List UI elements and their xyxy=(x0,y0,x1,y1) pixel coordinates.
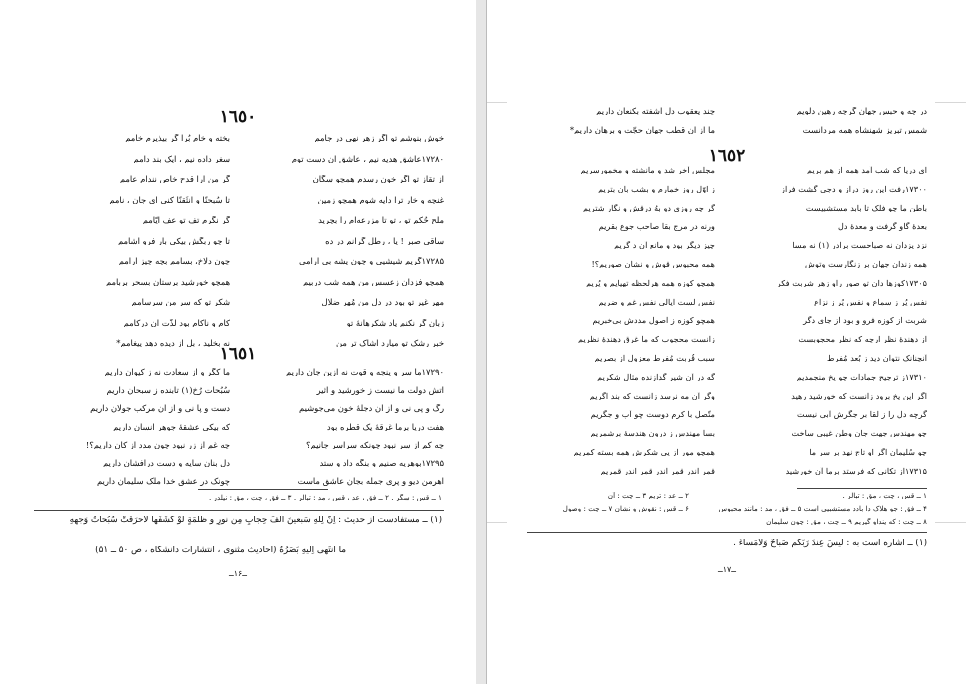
hemistich-right: نفس پُر ز سماع و نفس پُر ز نزاع xyxy=(814,297,927,306)
footnote-hadith-source: ما انتَهی اِلَیهِ بَصَرُهُ (احادیث مثنوی ، انتشارات دانشگاه ، ص ۵۰ ــ ۵۱) xyxy=(95,546,346,555)
hemistich-left: سبب قُربت مُفرط معزول از بصریم xyxy=(594,354,715,363)
hemistich-right: رگ و پی نی و از آن دجلهٔ خون می‌جوشیم xyxy=(299,404,444,413)
footnote-quote-right: (۱) ــ اشاره است به : لَیسَ عِندَ رَبِّکُم صَباحٌ وَلامَساءٌ . xyxy=(733,539,927,548)
hemistich-right: اهرمن دیو و پری جمله بجان عاشق ماست xyxy=(297,477,444,486)
variant-readings-right-1: ۱ ــ قس ، چت ، مق : تبالر . xyxy=(842,492,927,500)
page-edge-mark xyxy=(487,522,507,523)
variant-readings-right-3: ۸ ــ چت : که پنداو گیریم ۹ ــ چت ، مق : چون سلیمان xyxy=(766,518,927,526)
hemistich-left: تا سُبحنًا و اُنثَقنًا کنی ای جان ، نامم xyxy=(109,195,230,204)
hemistich-left: زانست محجوب که ما غرق دهندهٔ نظریم xyxy=(578,335,715,344)
hemistich-left: همه محبوس قوش و نشان صوریم؟! xyxy=(591,260,715,269)
hemistich-left: نفس لست ایالی نفس غم و ضریم xyxy=(598,297,715,306)
hemistich-left: چه غم از زر نبود چون مدد از کان داریم؟! xyxy=(85,440,230,450)
hemistich-right: ۱۷۳۰۵کوزها دان تو صور راو زهر شربت فکر xyxy=(776,278,927,287)
hemistich-right: چه کم از سر نبود چونکه سراسر جانیم؟ xyxy=(306,440,444,450)
hemistich-right: گرچه دل را ز لقا بر جگرش آبی نیست xyxy=(797,410,927,419)
hemistich-left: ما کگر و از سعادت نه ز کیوان داریم xyxy=(104,368,230,377)
hemistich-left: متّصل با کرم دوست چو آب و جگریم xyxy=(590,410,715,419)
variants-rule xyxy=(198,489,328,490)
hemistich-right: ۱۷۲۹۵بوهرپه صنیم و بنگه داد و ستد xyxy=(319,459,444,468)
hemistich-left: چون دلاخ، بسامم بچه چیز آرامم xyxy=(118,257,230,266)
hemistich-right: خوش بنوشم تو اگر زهر نهی در جامم xyxy=(314,134,444,143)
variant-readings-right-2: ۴ ــ فق : جو هلاک دا بادد مستشبیی است ۵ ــ فق ، مد : مانند محبوس xyxy=(718,505,927,513)
hemistich-right: از دهندهٔ نظر ارچه که نظر محجوبست xyxy=(798,335,927,344)
hemistich-right: ملح حُکم تو ، تو تا مزرعه‌ام را بچرید xyxy=(318,216,444,225)
hemistich-left: چونک در عشق خدا ملک سلیمان داریم xyxy=(96,477,230,486)
page-edge-mark xyxy=(935,522,966,523)
hemistich-right: اگر این یخ برود زانست که خورشید رهید xyxy=(791,391,927,400)
hemistich-left: تا چو ربگش بیکی بار فرو آشامم xyxy=(117,236,230,245)
hemistich-left: شکر تو که سر من سرسامم xyxy=(131,298,230,307)
hemistich-left: که بیکی عشقهٔ جوهر انسان داریم xyxy=(113,422,230,431)
hemistich-right: غنچه و خار ترا دایه شوم همچو زمین xyxy=(317,195,444,204)
hemistich-right: ای دریا که شب آمد همه از هم بریم xyxy=(807,166,927,175)
hemistich-right: ساقی صبر ! یا ، رطل گرانم در ده xyxy=(325,236,444,245)
hemistich-left: بسا مهندس ز درون هندسهٔ برشمریم xyxy=(590,429,715,438)
hemistich-left: کام و ناکام بود لذّت آن درکامم xyxy=(123,318,230,327)
hemistich-right: از تقاز تو اگر خون رسدم همچو سگان xyxy=(312,175,444,184)
page-number-left: ــ۱۶ــ xyxy=(229,569,247,578)
hemistich-left: قمر اندر قمر اندر قمر اندر قمریم xyxy=(600,466,715,475)
variant-readings-left-2: ۶ ــ قس : نقوش و نشان ۷ ــ چت : وصول xyxy=(562,505,689,513)
hemistich-right: بعدهٔ گاو گرفت و معدهٔ دل xyxy=(837,222,927,231)
hemistich-right: ۱۷۳۰۰رفت این روز دراز و دجی گشت فراز xyxy=(781,184,927,193)
hemistich-left: ورنه در مرج بقا صاحب جوع بقریم xyxy=(598,222,715,231)
hemistich-right: همه زندان جهان بر زنگارست وتوش xyxy=(805,260,927,269)
hemistich-right: ۱۷۲۸۵گریم شیشیی و چون پشه بی آرامی xyxy=(299,257,444,266)
hemistich-left: همچو کوزه همه هرلحظه تهیایم و پُریم xyxy=(586,278,715,287)
hemistich-left: گه در آن شیر گدازنده مثال شکریم xyxy=(597,372,715,381)
hemistich-right: باطن ما چو فلک تا بابد مستشبیست xyxy=(805,203,927,212)
hemistich-right: در چه و حبس جهان گرچه رهین دلویم xyxy=(796,107,927,116)
hemistich-right: همچو فزدان زعسس من همه شب دربیم xyxy=(302,277,444,286)
hemistich-left: همچو کوزه ز اصول مددش بی‌خبریم xyxy=(592,316,715,325)
hemistich-left: چند یعقوب دل آشفته بکنعان داریم xyxy=(596,107,715,116)
footnote-rule-right xyxy=(527,532,927,533)
hemistich-right: خبر رشک تو میآرد اشاک تر من xyxy=(335,339,444,348)
hemistich-right: ۱۷۲۸۰عاشق هدیه نیم ، عاشق آن دست توم xyxy=(291,154,444,163)
hemistich-right: چو مهندس جهت جان وطن غیبی ساخت xyxy=(791,429,927,438)
hemistich-left: بخته و خام بُرا گر بپذیرم خامم xyxy=(125,134,230,143)
hemistich-left: وگر آن مه نرسد زانست که بند اگریم xyxy=(589,391,715,400)
hemistich-left: ز اوّل روز خمارم و بشب بان بتریم xyxy=(598,184,715,193)
variant-readings-left-1: ۲ ــ عد : تریم ۳ ــ چت : آن xyxy=(607,492,689,500)
hemistich-left: مجلس آخر شد و مانشته و مخمورسریم xyxy=(580,166,715,175)
hemistich-left: گر چه روزی دو بهُ درقش و نگار شتریم xyxy=(583,203,715,212)
hemistich-right: چو سُلیمان اگر او تاج نهد بر سر ما xyxy=(809,448,927,457)
hemistich-left: سُبُحات رُخ(۱) تابنده ز سبحان داریم xyxy=(106,386,230,395)
page-edge-mark xyxy=(487,102,507,103)
hemistich-right: مهر غیر تو بود در دل من مُهر ضلال xyxy=(321,298,444,307)
hemistich-left: ما از آن قطب جهان حجّت و برهان داریم* xyxy=(569,126,715,135)
hemistich-left: چیز دیگر بود و مانع آن د گریم xyxy=(614,241,715,250)
variant-readings: ۱ ــ قس : سگر . ۲ ــ فق ، عد ، قس ، مد : تبالر . ۳ ــ فق ، چت ، مق : نیلدر . xyxy=(208,494,442,502)
book-gutter xyxy=(476,0,486,684)
left-page xyxy=(0,0,476,684)
right-page xyxy=(486,0,966,684)
hemistich-left: گر من آرا قدح خاص نندام عامم xyxy=(119,175,230,184)
footnote-rule xyxy=(34,510,444,511)
hemistich-left: گر نگرم تف تو عف اُیّامم xyxy=(142,216,230,225)
hemistich-right: نزد یزدان نه صباحست برادر (۱) نه مسا xyxy=(792,241,927,250)
poem-number-1651: ١٦٥١ xyxy=(219,344,257,364)
hemistich-right: هفت دریا برما غرقهٔ یک قطره بود xyxy=(326,422,444,431)
page-edge-mark xyxy=(935,102,966,103)
hemistich-right: آتش دولت ما نیست ز خورشید و اثیر xyxy=(316,386,444,395)
footnote-hadith: (۱) ــ مستفادست از حدیث : اِنَّ لِلّٰهِ سَبعینَ اَلْفَ حِجابٍ مِن نورٍ و ظُلمَةٍ لَوْ کَشَفَها لَاَحرَقَتْ سُبُحاتُ وَجهِهِ xyxy=(69,516,442,525)
hemistich-left: نه بخلید ، بل از دیده دهد پیغامم* xyxy=(116,339,230,348)
hemistich-right: ۱۷۲۹۰ما سر و پنجه و قوت نه ازین جان داریم xyxy=(286,368,444,377)
hemistich-left: همچو خورشید برستان بسحر بربامم xyxy=(105,277,230,286)
poem-number-1650: ١٦٥٠ xyxy=(219,107,257,127)
hemistich-right: شربت از کوزه فرو و بود از جای دگر xyxy=(803,316,927,325)
variants-rule-right xyxy=(797,488,927,489)
hemistich-right: شمس تبریز شهنشاه همه مردانست xyxy=(802,126,927,135)
hemistich-left: دست و پا نی و از آن مرکب جولان داریم xyxy=(90,404,230,413)
poem-number-1652: ١٦٥٢ xyxy=(708,146,746,166)
hemistich-right: زبان گر نکنم یاد شکرهانهٔ تو xyxy=(346,318,444,327)
hemistich-left: سغر داده نیم ، ایک بند دامم xyxy=(133,154,230,163)
page-number-right: ــ۱۷ــ xyxy=(718,565,736,574)
hemistich-right: آنچنانک نتوان دید ز بُعد مُفرط xyxy=(826,354,927,363)
hemistich-right: ۱۷۳۱۵از تکانی که فرستد برما آن خورشید xyxy=(785,466,927,475)
hemistich-right: ۱۷۳۱۰ز ترجیح جمادات چو یخ منجمدیم xyxy=(796,372,927,381)
hemistich-left: همچو مور از پیِ شکرش همه بسته کمریم xyxy=(573,448,715,457)
hemistich-left: دل بنان سایه و دست درافشان داریم xyxy=(102,459,230,468)
